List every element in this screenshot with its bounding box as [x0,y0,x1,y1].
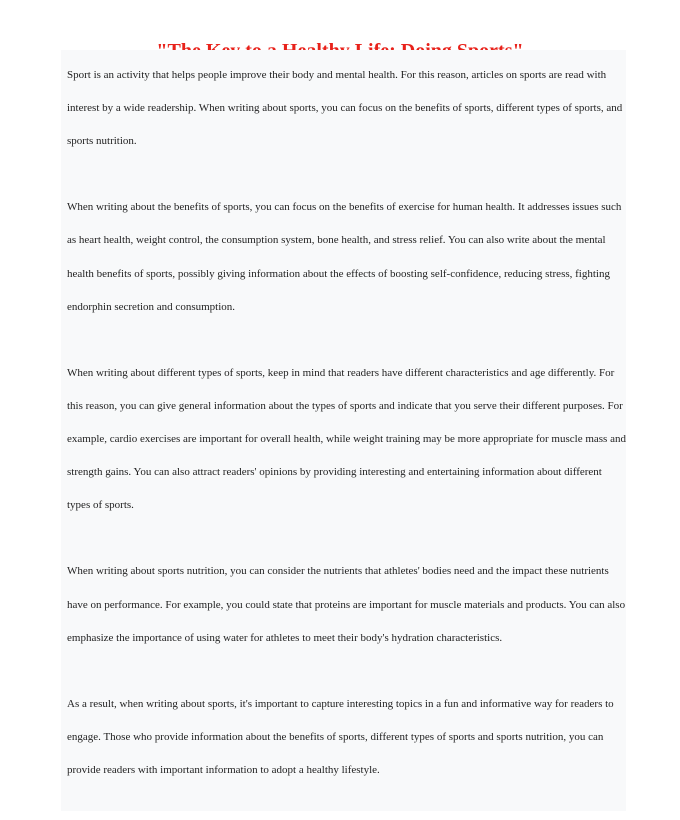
paragraph-introduction: Sport is an activity that helps people improve their body and mental health. For this reason, articles on sports are read with interest by a wide readership. When writing about sports, you can focus on the benefits of sports, different types of sports, and sports nutrition. [67,69,623,148]
document-body [67,59,627,820]
paragraph-benefits-of-sports: When writing about the benefits of sports, you can focus on the benefits of exercise for human health. It addresses issues such as heart health, weight control, the consumption system, bone health, and stress relief. You can also write about the mental health benefits of sports, possibly giving information about the effects of boosting self-confidence, reducing stress, fighting endorphin secretion and consumption. [67,201,622,313]
paragraph-sports-nutrition: When writing about sports nutrition, you can consider the nutrients that athletes' bodies need and the impact these nutrients have on performance. For example, you could state that proteins are important for muscle materials and products. You can also emphasize the importance of using water for athletes to meet their body's hydration characteristics. [67,565,626,644]
paragraph-conclusion: As a result, when writing about sports, it's important to capture interesting topics in a fun and informative way for readers to engage. Those who provide information about the benefits of sports, different types of sports and sports nutrition, you can provide readers with important information to adopt a healthy lifestyle. [67,697,614,776]
paragraph-types-of-sports: When writing about different types of sports, keep in mind that readers have different characteristics and age differently. For this reason, you can give general information about the types of sports and indicate that you serve their different purposes. For example, cardio exercises are important for overall health, while weight training may be more appropriate for muscle mass and strength gains. You can also attract readers' opinions by providing interesting and entertaining information about different types of sports. [67,366,626,512]
